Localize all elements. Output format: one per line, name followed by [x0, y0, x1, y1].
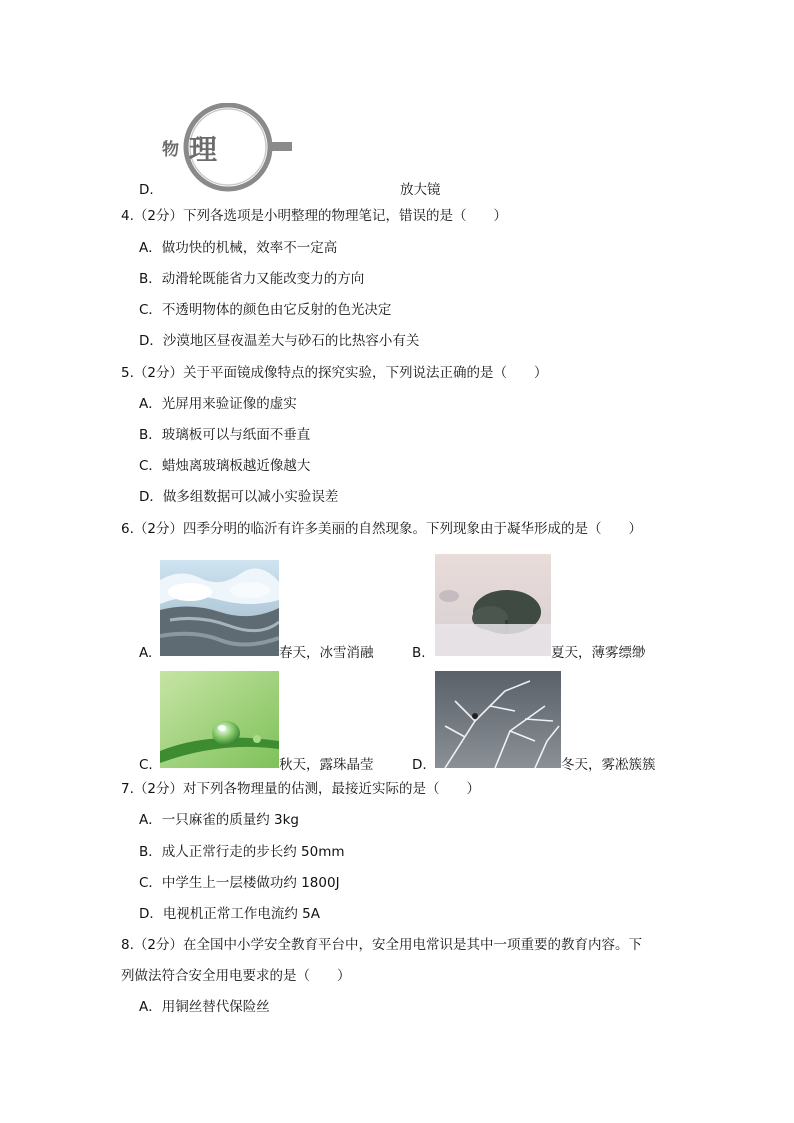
q6-option-b-caption: 夏天，薄雾缥缈: [551, 645, 646, 661]
q4-option-c[interactable]: C．不透明物体的颜色由它反射的色光决定: [139, 302, 392, 318]
q7-stem: 7.（2分）对下列各物理量的估测，最接近实际的是（ ）: [121, 781, 480, 797]
q7-option-b[interactable]: B．成人正常行走的步长约 50mm: [139, 844, 345, 860]
q4-option-a[interactable]: A．做功快的机械，效率不一定高: [139, 240, 338, 256]
q8-stem-line1: 8.（2分）在全国中小学安全教育平台中，安全用电常识是其中一项重要的教育内容。下: [121, 937, 642, 953]
q3-option-d-letter: D.: [139, 182, 154, 198]
q6-option-d-letter[interactable]: D.: [412, 757, 427, 773]
q6-option-b-letter[interactable]: B.: [412, 645, 426, 661]
lens-small-char: 物: [162, 140, 179, 160]
q8-stem-line2: 列做法符合安全用电要求的是（ ）: [121, 968, 351, 984]
q7-option-a[interactable]: A．一只麻雀的质量约 3kg: [139, 812, 300, 828]
q5-option-d[interactable]: D．做多组数据可以减小实验误差: [139, 489, 339, 505]
q5-option-b[interactable]: B．玻璃板可以与纸面不垂直: [139, 427, 311, 443]
q4-option-d[interactable]: D．沙漠地区昼夜温差大与砂石的比热容小有关: [139, 333, 420, 349]
q7-option-d[interactable]: D．电视机正常工作电流约 5A: [139, 906, 321, 922]
q6-option-c-caption: 秋天，露珠晶莹: [279, 757, 374, 773]
q8-option-a[interactable]: A．用铜丝替代保险丝: [139, 999, 270, 1015]
q3-option-d-text: 放大镜: [400, 182, 441, 198]
q5-option-a[interactable]: A．光屏用来验证像的虚实: [139, 396, 297, 412]
q6-stem: 6.（2分）四季分明的临沂有许多美丽的自然现象。下列现象由于凝华形成的是（ ）: [121, 521, 642, 537]
lens-big-char: 理: [189, 133, 218, 166]
q4-option-b[interactable]: B．动滑轮既能省力又能改变力的方向: [139, 271, 365, 287]
rime-frost-image[interactable]: [435, 671, 561, 768]
q6-option-a-caption: 春天，冰雪消融: [279, 645, 374, 661]
q6-option-c-letter[interactable]: C.: [139, 757, 153, 773]
melting-snow-image[interactable]: [160, 560, 279, 656]
dew-drop-image[interactable]: [160, 671, 279, 768]
q5-stem: 5.（2分）关于平面镜成像特点的探究实验，下列说法正确的是（ ）: [121, 365, 548, 381]
q6-option-a-letter[interactable]: A.: [139, 645, 153, 661]
q7-option-c[interactable]: C．中学生上一层楼做功约 1800J: [139, 875, 340, 891]
magnifier-image: [158, 103, 298, 193]
q6-option-d-caption: 冬天，雾凇簇簇: [561, 757, 656, 773]
q5-option-c[interactable]: C．蜡烛离玻璃板越近像越大: [139, 458, 311, 474]
q4-stem: 4.（2分）下列各选项是小明整理的物理笔记，错误的是（ ）: [121, 208, 507, 224]
fog-tree-image[interactable]: [435, 554, 551, 656]
